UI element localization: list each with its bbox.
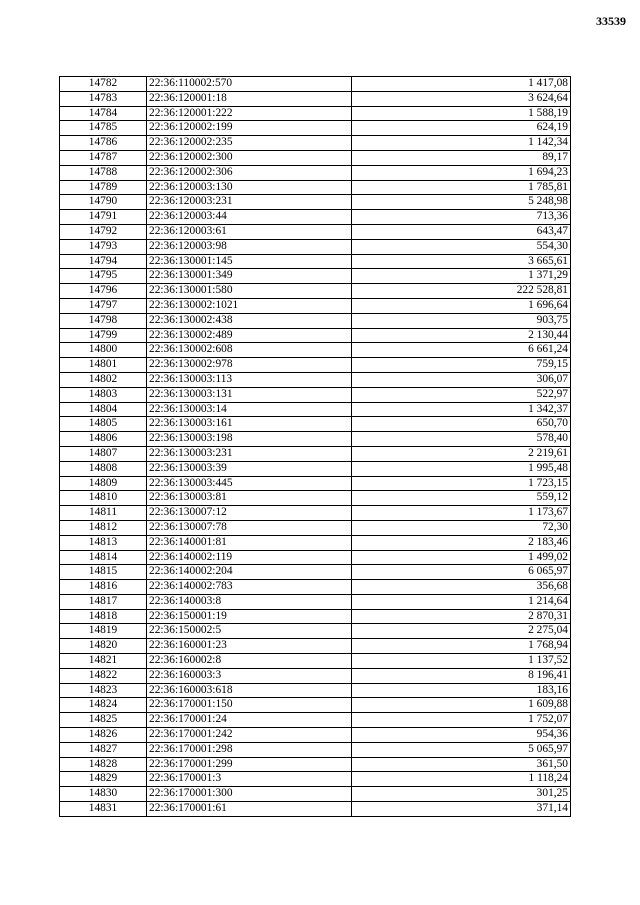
cadastral-table	[59, 76, 571, 817]
cadastral-number-cell: 22:36:140003:8	[147, 594, 352, 609]
area-value-cell: 1 499,02	[352, 550, 571, 565]
row-number-cell: 14796	[60, 284, 147, 299]
row-number-cell: 14822	[60, 668, 147, 683]
area-value-cell: 6 661,24	[352, 343, 571, 358]
row-number-cell: 14786	[60, 136, 147, 151]
table-row	[60, 550, 571, 565]
cadastral-number-cell: 22:36:130002:438	[147, 313, 352, 328]
row-number-cell: 14789	[60, 180, 147, 195]
table-row	[60, 372, 571, 387]
table-row	[60, 757, 571, 772]
row-number-cell: 14806	[60, 432, 147, 447]
cadastral-number-cell: 22:36:130007:12	[147, 506, 352, 521]
table-row	[60, 609, 571, 624]
table-row	[60, 298, 571, 313]
row-number-cell: 14793	[60, 239, 147, 254]
area-value-cell: 1 723,15	[352, 476, 571, 491]
area-value-cell: 8 196,41	[352, 668, 571, 683]
table-row	[60, 387, 571, 402]
cadastral-number-cell: 22:36:130003:131	[147, 387, 352, 402]
row-number-cell: 14805	[60, 417, 147, 432]
cadastral-number-cell: 22:36:120001:222	[147, 106, 352, 121]
table-row	[60, 284, 571, 299]
area-value-cell: 89,17	[352, 150, 571, 165]
table-row	[60, 639, 571, 654]
area-value-cell: 559,12	[352, 491, 571, 506]
area-value-cell: 2 130,44	[352, 328, 571, 343]
table-body	[60, 77, 571, 817]
area-value-cell: 2 183,46	[352, 535, 571, 550]
area-value-cell: 1 417,08	[352, 77, 571, 92]
cadastral-number-cell: 22:36:120002:306	[147, 165, 352, 180]
row-number-cell: 14825	[60, 713, 147, 728]
cadastral-number-cell: 22:36:150002:5	[147, 624, 352, 639]
row-number-cell: 14791	[60, 210, 147, 225]
row-number-cell: 14827	[60, 742, 147, 757]
row-number-cell: 14807	[60, 446, 147, 461]
table-row	[60, 343, 571, 358]
table-row	[60, 77, 571, 92]
area-value-cell: 1 694,23	[352, 165, 571, 180]
table-row	[60, 772, 571, 787]
cadastral-number-cell: 22:36:130003:198	[147, 432, 352, 447]
table-row	[60, 91, 571, 106]
area-value-cell: 3 665,61	[352, 254, 571, 269]
table-row	[60, 224, 571, 239]
area-value-cell: 1 696,64	[352, 298, 571, 313]
area-value-cell: 903,75	[352, 313, 571, 328]
cadastral-number-cell: 22:36:170001:300	[147, 787, 352, 802]
cadastral-number-cell: 22:36:140002:119	[147, 550, 352, 565]
row-number-cell: 14785	[60, 121, 147, 136]
row-number-cell: 14830	[60, 787, 147, 802]
cadastral-number-cell: 22:36:170001:3	[147, 772, 352, 787]
row-number-cell: 14795	[60, 269, 147, 284]
row-number-cell: 14817	[60, 594, 147, 609]
table-row	[60, 417, 571, 432]
table-row	[60, 432, 571, 447]
area-value-cell: 1 118,24	[352, 772, 571, 787]
cadastral-number-cell: 22:36:130003:81	[147, 491, 352, 506]
area-value-cell: 1 371,29	[352, 269, 571, 284]
row-number-cell: 14797	[60, 298, 147, 313]
cadastral-number-cell: 22:36:170001:298	[147, 742, 352, 757]
cadastral-number-cell: 22:36:130003:445	[147, 476, 352, 491]
table-row	[60, 594, 571, 609]
cadastral-number-cell: 22:36:120003:130	[147, 180, 352, 195]
cadastral-number-cell: 22:36:130002:608	[147, 343, 352, 358]
row-number-cell: 14804	[60, 402, 147, 417]
row-number-cell: 14800	[60, 343, 147, 358]
cadastral-number-cell: 22:36:130003:161	[147, 417, 352, 432]
area-value-cell: 1 785,81	[352, 180, 571, 195]
area-value-cell: 3 624,64	[352, 91, 571, 106]
table-row	[60, 742, 571, 757]
row-number-cell: 14824	[60, 698, 147, 713]
row-number-cell: 14828	[60, 757, 147, 772]
cadastral-number-cell: 22:36:120002:199	[147, 121, 352, 136]
row-number-cell: 14790	[60, 195, 147, 210]
row-number-cell: 14829	[60, 772, 147, 787]
cadastral-number-cell: 22:36:120003:44	[147, 210, 352, 225]
area-value-cell: 356,68	[352, 580, 571, 595]
area-value-cell: 361,50	[352, 757, 571, 772]
area-value-cell: 183,16	[352, 683, 571, 698]
row-number-cell: 14783	[60, 91, 147, 106]
row-number-cell: 14808	[60, 461, 147, 476]
row-number-cell: 14799	[60, 328, 147, 343]
table-row	[60, 328, 571, 343]
cadastral-number-cell: 22:36:120001:18	[147, 91, 352, 106]
table-row	[60, 713, 571, 728]
table-row	[60, 180, 571, 195]
cadastral-number-cell: 22:36:160003:618	[147, 683, 352, 698]
table-row	[60, 121, 571, 136]
table-row	[60, 150, 571, 165]
table-row	[60, 446, 571, 461]
row-number-cell: 14812	[60, 520, 147, 535]
row-number-cell: 14826	[60, 728, 147, 743]
page-number: 33539	[596, 14, 626, 28]
area-value-cell: 1 768,94	[352, 639, 571, 654]
table-row	[60, 195, 571, 210]
area-value-cell: 5 248,98	[352, 195, 571, 210]
cadastral-number-cell: 22:36:120002:300	[147, 150, 352, 165]
table-row	[60, 165, 571, 180]
row-number-cell: 14794	[60, 254, 147, 269]
row-number-cell: 14813	[60, 535, 147, 550]
row-number-cell: 14798	[60, 313, 147, 328]
cadastral-number-cell: 22:36:130003:39	[147, 461, 352, 476]
row-number-cell: 14816	[60, 580, 147, 595]
table-row	[60, 787, 571, 802]
cadastral-number-cell: 22:36:130007:78	[147, 520, 352, 535]
row-number-cell: 14809	[60, 476, 147, 491]
cadastral-number-cell: 22:36:140002:783	[147, 580, 352, 595]
row-number-cell: 14831	[60, 802, 147, 817]
table-row	[60, 535, 571, 550]
cadastral-number-cell: 22:36:130003:113	[147, 372, 352, 387]
row-number-cell: 14801	[60, 358, 147, 373]
cadastral-number-cell: 22:36:130002:1021	[147, 298, 352, 313]
table-row	[60, 254, 571, 269]
area-value-cell: 1 752,07	[352, 713, 571, 728]
row-number-cell: 14792	[60, 224, 147, 239]
cadastral-number-cell: 22:36:130003:14	[147, 402, 352, 417]
row-number-cell: 14784	[60, 106, 147, 121]
cadastral-number-cell: 22:36:170001:299	[147, 757, 352, 772]
row-number-cell: 14821	[60, 654, 147, 669]
cadastral-number-cell: 22:36:120002:235	[147, 136, 352, 151]
area-value-cell: 1 137,52	[352, 654, 571, 669]
table-row	[60, 698, 571, 713]
row-number-cell: 14818	[60, 609, 147, 624]
row-number-cell: 14788	[60, 165, 147, 180]
area-value-cell: 5 065,97	[352, 742, 571, 757]
table-row	[60, 580, 571, 595]
area-value-cell: 554,30	[352, 239, 571, 254]
table-row	[60, 728, 571, 743]
area-value-cell: 522,97	[352, 387, 571, 402]
area-value-cell: 371,14	[352, 802, 571, 817]
cadastral-number-cell: 22:36:160001:23	[147, 639, 352, 654]
area-value-cell: 713,36	[352, 210, 571, 225]
table-row	[60, 491, 571, 506]
cadastral-number-cell: 22:36:120003:231	[147, 195, 352, 210]
cadastral-number-cell: 22:36:130001:580	[147, 284, 352, 299]
cadastral-number-cell: 22:36:120003:61	[147, 224, 352, 239]
row-number-cell: 14819	[60, 624, 147, 639]
cadastral-number-cell: 22:36:130002:489	[147, 328, 352, 343]
area-value-cell: 624,19	[352, 121, 571, 136]
table-row	[60, 654, 571, 669]
area-value-cell: 954,36	[352, 728, 571, 743]
area-value-cell: 2 870,31	[352, 609, 571, 624]
row-number-cell: 14814	[60, 550, 147, 565]
area-value-cell: 1 173,67	[352, 506, 571, 521]
table-row	[60, 565, 571, 580]
cadastral-number-cell: 22:36:140001:81	[147, 535, 352, 550]
area-value-cell: 1 342,37	[352, 402, 571, 417]
cadastral-number-cell: 22:36:130001:349	[147, 269, 352, 284]
area-value-cell: 643,47	[352, 224, 571, 239]
area-value-cell: 1 588,19	[352, 106, 571, 121]
cadastral-number-cell: 22:36:130001:145	[147, 254, 352, 269]
row-number-cell: 14823	[60, 683, 147, 698]
table-row	[60, 358, 571, 373]
area-value-cell: 1 609,88	[352, 698, 571, 713]
table-row	[60, 683, 571, 698]
cadastral-number-cell: 22:36:170001:242	[147, 728, 352, 743]
row-number-cell: 14803	[60, 387, 147, 402]
cadastral-number-cell: 22:36:170001:150	[147, 698, 352, 713]
area-value-cell: 578,40	[352, 432, 571, 447]
row-number-cell: 14811	[60, 506, 147, 521]
area-value-cell: 2 219,61	[352, 446, 571, 461]
cadastral-number-cell: 22:36:120003:98	[147, 239, 352, 254]
area-value-cell: 1 214,64	[352, 594, 571, 609]
row-number-cell: 14787	[60, 150, 147, 165]
area-value-cell: 72,30	[352, 520, 571, 535]
table-row	[60, 476, 571, 491]
cadastral-number-cell: 22:36:160002:8	[147, 654, 352, 669]
table-row	[60, 402, 571, 417]
area-value-cell: 650,70	[352, 417, 571, 432]
area-value-cell: 301,25	[352, 787, 571, 802]
area-value-cell: 6 065,97	[352, 565, 571, 580]
area-value-cell: 306,07	[352, 372, 571, 387]
row-number-cell: 14782	[60, 77, 147, 92]
cadastral-number-cell: 22:36:150001:19	[147, 609, 352, 624]
table-row	[60, 136, 571, 151]
area-value-cell: 759,15	[352, 358, 571, 373]
row-number-cell: 14810	[60, 491, 147, 506]
cadastral-number-cell: 22:36:170001:61	[147, 802, 352, 817]
cadastral-number-cell: 22:36:170001:24	[147, 713, 352, 728]
cadastral-number-cell: 22:36:160003:3	[147, 668, 352, 683]
table-row	[60, 269, 571, 284]
table-row	[60, 802, 571, 817]
area-value-cell: 1 995,48	[352, 461, 571, 476]
row-number-cell: 14820	[60, 639, 147, 654]
table-row	[60, 461, 571, 476]
table-row	[60, 520, 571, 535]
table-row	[60, 313, 571, 328]
table-row	[60, 624, 571, 639]
cadastral-number-cell: 22:36:110002:570	[147, 77, 352, 92]
cadastral-number-cell: 22:36:130002:978	[147, 358, 352, 373]
row-number-cell: 14802	[60, 372, 147, 387]
table-row	[60, 506, 571, 521]
table-row	[60, 106, 571, 121]
cadastral-number-cell: 22:36:140002:204	[147, 565, 352, 580]
table-row	[60, 239, 571, 254]
area-value-cell: 2 275,04	[352, 624, 571, 639]
area-value-cell: 1 142,34	[352, 136, 571, 151]
cadastral-number-cell: 22:36:130003:231	[147, 446, 352, 461]
table-row	[60, 668, 571, 683]
area-value-cell: 222 528,81	[352, 284, 571, 299]
row-number-cell: 14815	[60, 565, 147, 580]
table-row	[60, 210, 571, 225]
